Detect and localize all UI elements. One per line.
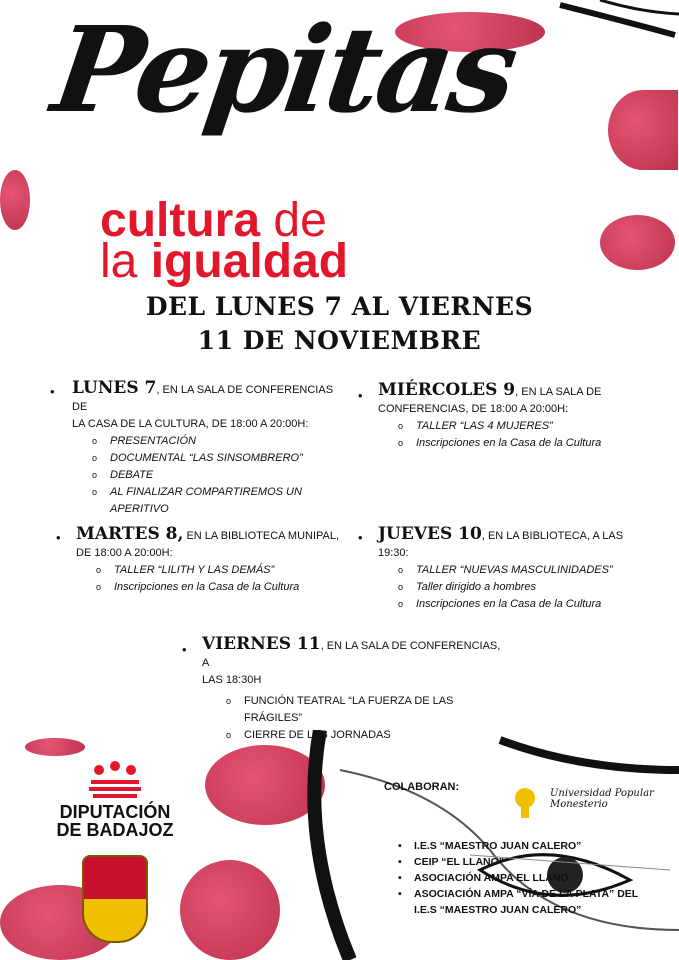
list-item: o CIERRE DE LAS JORNADAS (220, 727, 502, 744)
crown-icon (85, 760, 145, 798)
list-item: o Taller dirigido a hombres (392, 579, 658, 596)
event-items (392, 562, 658, 613)
event-place: EN LA BIBLIOTECA MUNIPAL, (183, 530, 340, 542)
list-item: o PRESENTACIÓN (86, 433, 342, 450)
event-martes (76, 526, 346, 596)
petal-decoration (25, 738, 85, 756)
petal-decoration (600, 215, 675, 270)
list-item: o TALLER “LILITH Y LAS DEMÁS” (90, 562, 346, 579)
list-item: o DEBATE (86, 467, 342, 484)
petal-decoration (0, 170, 30, 230)
event-place: , EN LA SALA DE CONFERENCIAS, A (202, 640, 501, 669)
event-place: , EN LA BIBLIOTECA, A LAS (481, 530, 624, 542)
colaboran-label: COLABORAN: (384, 781, 460, 793)
event-items (86, 433, 342, 518)
event-place: LAS 18:30H (202, 674, 262, 686)
event-place: LA CASA DE LA CULTURA, DE 18:00 A 20:00H: (72, 418, 309, 430)
event-lunes (72, 380, 342, 518)
list-item: • CEIP “EL LLANO” (396, 854, 638, 870)
event-place: 19:30: (378, 547, 409, 559)
event-day: MARTES 8, (76, 524, 184, 544)
subtitle-line2 (100, 235, 349, 288)
poster-title: Pepitas (45, 0, 523, 139)
face-sketch-top (540, 0, 679, 60)
event-bullet: • (50, 384, 55, 399)
municipal-shield-icon (82, 855, 148, 943)
list-item-cont: APERITIVO (110, 503, 169, 515)
event-items (90, 562, 346, 596)
event-place: , EN LA SALA DE CONFERENCIAS DE (72, 384, 334, 413)
diputacion-line2: DE BADAJOZ (56, 820, 174, 840)
subtitle-word: de (273, 194, 327, 247)
igualdad-logo-icon (505, 780, 545, 820)
petal-decoration (180, 860, 280, 960)
event-day: JUEVES 10 (378, 524, 482, 544)
diputacion-line1: DIPUTACIÓN (59, 802, 171, 822)
list-item: o Inscripciones en la Casa de la Cultura (90, 579, 346, 596)
list-item-cont: FRÁGILES” (244, 712, 303, 724)
event-bullet: • (358, 388, 363, 403)
event-bullet: • (182, 642, 187, 657)
diputacion-logo (50, 760, 180, 839)
event-day: VIERNES 11 (202, 634, 321, 654)
list-item: • I.E.S “MAESTRO JUAN CALERO” (396, 838, 638, 854)
list-item: • ASOCIACIÓN AMPA EL LLANO (396, 870, 638, 886)
event-items (392, 418, 658, 452)
list-item: o AL FINALIZAR COMPARTIREMOS UN (86, 484, 342, 501)
list-item: o TALLER “NUEVAS MASCULINIDADES” (392, 562, 658, 579)
colaboran-list (396, 838, 638, 918)
subtitle-word: igualdad (150, 235, 349, 288)
event-day: MIÉRCOLES 9 (378, 380, 516, 400)
event-place: , EN LA SALA DE (515, 386, 602, 398)
subtitle-word: cultura (100, 194, 261, 247)
dates-line1: DEL LUNES 7 AL VIERNES (145, 292, 534, 321)
event-bullet: • (358, 530, 363, 545)
list-item: o TALLER “LAS 4 MUJERES” (392, 418, 658, 435)
event-miercoles (378, 382, 658, 452)
list-item: o Inscripciones en la Casa de la Cultura (392, 596, 658, 613)
universidad-popular-logo: Universidad Popular Monesterio (550, 788, 654, 810)
event-place: CONFERENCIAS, DE 18:00 A 20:00H: (378, 403, 569, 415)
event-day: LUNES 7 (72, 378, 157, 398)
list-item: o Inscripciones en la Casa de la Cultura (392, 435, 658, 452)
list-item: o DOCUMENTAL “LAS SINSOMBRERO” (86, 450, 342, 467)
list-item: o FUNCIÓN TEATRAL “LA FUERZA DE LAS (220, 693, 502, 710)
event-jueves (378, 526, 658, 613)
dates-line2: 11 DE NOVIEMBRE (197, 326, 482, 355)
list-item-cont: I.E.S “MAESTRO JUAN CALERO” (414, 904, 582, 916)
event-place: DE 18:00 A 20:00H: (76, 547, 173, 559)
event-bullet: • (56, 530, 61, 545)
subtitle-word: la (100, 235, 138, 288)
list-item: • ASOCIACIÓN AMPA “VÍA DE LA PLATA” DEL (396, 886, 638, 902)
event-viernes (202, 636, 502, 744)
petal-decoration (608, 90, 678, 170)
